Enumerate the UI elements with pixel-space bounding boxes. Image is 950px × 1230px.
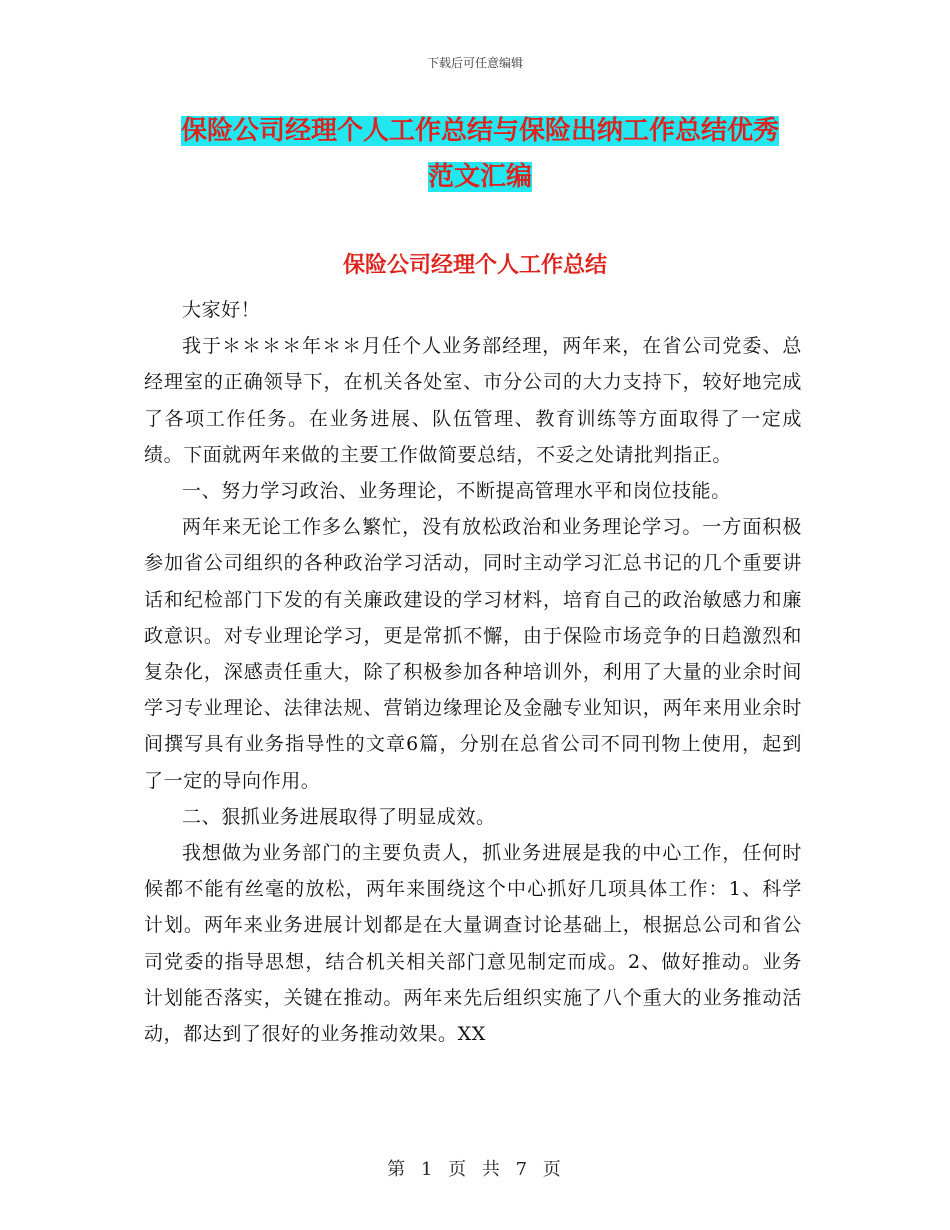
- footer-prefix: 第: [387, 1159, 408, 1180]
- paragraph-greeting: 大家好！: [182, 299, 261, 321]
- footer-total-pages: 7: [515, 1159, 530, 1180]
- main-title: [140, 108, 820, 200]
- section-title: 保险公司经理个人工作总结: [342, 252, 607, 278]
- footer-suffix: 页: [542, 1159, 563, 1180]
- paragraph-study: 两年来无论工作多么繁忙，没有放松政治和业务理论学习。一方面积极参加省公司组织的各种政治学习活动，同时主动学习汇总书记的几个重要讲话和纪检部门下发的有关廉政建设的学习材料，培育自己的政治敏感力和廉政意识。对专业理论学习，更是常抓不懈，由于保险市场竞争的日趋激烈和复杂化，深感责任重大，除了积极参加各种培训外，利用了大量的业余时间学习专业理论、法律法规、营销边缘理论及金融专业知识，两年来用业余时间撰写具有业务指导性的文章6篇，分别在总省公司不同刊物上使用，起到了一定的导向作用。: [144, 516, 802, 792]
- page-footer: [0, 1155, 950, 1181]
- footer-page-word: 页: [448, 1159, 469, 1180]
- paragraph-heading-1: 一、努力学习政治、业务理论，不断提高管理水平和岗位技能。: [182, 480, 731, 503]
- main-title-line1: 保险公司经理个人工作总结与保险出纳工作总结优秀: [180, 116, 779, 146]
- paragraph-heading-2: 二、狠抓业务进展取得了明显成效。: [182, 805, 496, 828]
- body-text: [144, 292, 802, 1052]
- footer-total-word: 共: [481, 1159, 502, 1180]
- paragraph-intro: 我于＊＊＊＊年＊＊月任个人业务部经理，两年来，在省公司党委、总经理室的正确领导下，在机关各处室、市分公司的大力支持下，较好地完成了各项工作任务。在业务进展、队伍管理、教育训练等方面取得了一定成绩。下面就两年来做的主要工作做简要总结，不妥之处请批判指正。: [144, 335, 802, 466]
- footer-current-page: 1: [420, 1159, 435, 1180]
- main-title-line2: 范文汇编: [427, 162, 532, 192]
- paragraph-business: 我想做为业务部门的主要负责人，抓业务进展是我的中心工作，任何时候都不能有丝毫的放松，两年来围绕这个中心抓好几项具体工作：1、科学计划。两年来业务进展计划都是在大量调查讨论基础上，根据总公司和省公司党委的指导思想，结合机关相关部门意见制定而成。2、做好推动。业务计划能否落实，关键在推动。两年来先后组织实施了八个重大的业务推动活动，都达到了很好的业务推动效果。XX: [144, 842, 802, 1046]
- header-note: 下载后可任意编辑: [426, 56, 523, 70]
